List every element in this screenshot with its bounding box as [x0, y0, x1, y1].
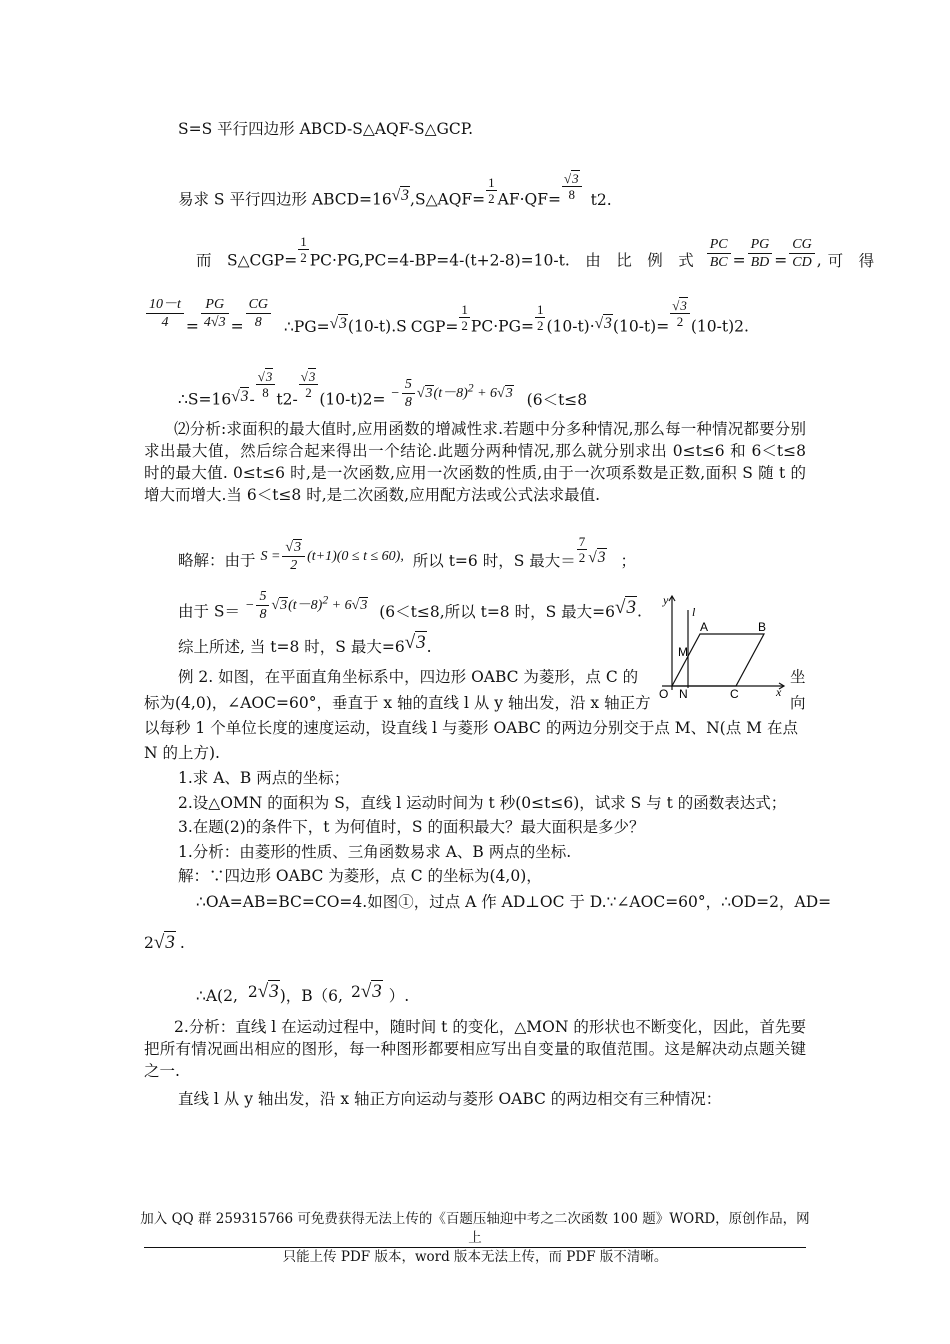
- text-line: 由于 S＝ − $\frac{5}{8}$ $√3(t-8)^2 + 6√3$ (6＜t≤8,所以 t=8 时，S 最大=6√3.: [178, 589, 642, 622]
- text-line: 以每秒 1 个单位长度的速度运动，设直线 l 与菱形 OABC 的两边分别交于点 M、N(点 M 在点: [144, 719, 798, 737]
- text-line: 坐: [790, 668, 806, 686]
- point-n-label: N: [679, 687, 688, 701]
- point-o-label: O: [659, 687, 669, 701]
- text-line: 易求 S 平行四边形 ABCD=16√3,S△AQF= $\frac{1}{2}$ AF·QF= $\frac{√3}{8}$ t2.: [178, 171, 612, 209]
- page-footer: [140, 1210, 810, 1267]
- footer-line: 加入 QQ 群 259315766 可免费获得无法上传的《百题压轴迎中考之二次函数 100 题》WORD，原创作品，网上: [140, 1211, 810, 1246]
- text-line: 综上所述, 当 t=8 时，S 最大=6√3.: [178, 632, 432, 656]
- text-line: $\frac{10-t}{4}$ = $\frac{PG}{4√3}$ = $\frac{CG}{8}$ ∴PG=√3(10-t).S CGP= $\frac{1}{2}$ PC·PG= $\frac{1}{2}$ (10-t)·√3(10-t)= $\frac{√3}{2}$ (10-t)2.: [144, 310, 749, 345]
- footer-line: 只能上传 PDF 版本，word 版本无法上传，而 PDF 版不清晰。: [282, 1249, 668, 1265]
- y-axis-label: y: [663, 593, 669, 607]
- text-line: 1.求 A、B 两点的坐标；: [178, 769, 350, 787]
- text-line: ∴A(2, 2√3)，B（6, 2√3 ）.: [196, 981, 410, 1005]
- analysis-paragraph: 2.分析：直线 l 在运动过程中，随时间 t 的变化，△MON 的形状也不断变化，因此，首先要把所有情况画出相应的图形，每一种图形都要相应写出自变量的取值范围。这是解决动点题关键之一.: [144, 1018, 806, 1080]
- text-line: 略解：由于 S = $\frac{√3}{2}$ (t+1)(0 ≤ t ≤ 60), 所以 t=6 时，S 最大＝ $\frac{7}{2}$ √3 ；: [178, 534, 637, 573]
- point-m-label: M: [678, 645, 688, 659]
- text-line: 例 2. 如图，在平面直角坐标系中，四边形 OABC 为菱形，点 C 的: [178, 668, 639, 686]
- text-line: 3.在题(2)的条件下，t 为何值时，S 的面积最大？最大面积是多少？: [178, 818, 645, 836]
- point-c-label: C: [730, 687, 739, 701]
- text-line: 向: [790, 694, 806, 712]
- point-a-label: A: [700, 620, 709, 634]
- text-line: 标为(4,0)，∠AOC=60°，垂直于 x 轴的直线 l 从 y 轴出发，沿 x 轴正方: [144, 694, 651, 712]
- text-line: 2.设△OMN 的面积为 S，直线 l 运动时间为 t 秒(0≤t≤6)，试求 S 与 t 的函数表达式；: [178, 794, 787, 812]
- text-line: ∴OA=AB=BC=CO=4.如图①，过点 A 作 AD⊥OC 于 D.∵∠AOC=60°，∴OD=2，AD=: [196, 893, 832, 911]
- text-line: 而 S△CGP= $\frac{1}{2}$ PC·PG,PC=4-BP=4-(t+2-8)=10-t. 由 比 例 式 $\frac{PC}{BC}$ = $\frac{PG}{BD}$ = $\frac{CG}{CD}$ , 可 得: [196, 234, 875, 270]
- rhombus-coordinate-figure: [648, 588, 806, 704]
- analysis-paragraph: ⑵分析:求面积的最大值时,应用函数的增减性求.若题中分多种情况,那么每一种情况都要分别求出最大值，然后综合起来得出一个结论.此题分两种情况,那么就分别求出 0≤t≤6 和 6＜t≤8 时的最大值. 0≤t≤6 时,是一次函数,应用一次函数的性质,由于一次项系数是正数,面积 S 随 t 的增大而增大.当 6＜t≤8 时,是二次函数,应用配方法或公式法求最值.: [144, 420, 806, 504]
- rhombus-oabc: [672, 634, 764, 686]
- line-l-label: l: [692, 605, 696, 619]
- text-line: 解：∵四边形 OABC 为菱形，点 C 的坐标为(4,0)，: [178, 867, 542, 885]
- text-line: 1.分析：由菱形的性质、三角函数易求 A、B 两点的坐标.: [178, 843, 572, 861]
- text-line: ∴S=16√3- $\frac{√3}{8}$ t2- $\frac{√3}{2}$ (10-t)2= − $\frac{5}{8}$ $√3(t-8)^2 + 6√3$ (6＜t≤8: [178, 369, 588, 410]
- text-line: 直线 l 从 y 轴出发，沿 x 轴正方向运动与菱形 OABC 的两边相交有三种情况：: [178, 1090, 722, 1108]
- text-line: S=S 平行四边形 ABCD-S△AQF-S△GCP.: [178, 120, 473, 138]
- point-b-label: B: [758, 620, 767, 634]
- x-axis-label: x: [776, 685, 782, 699]
- footer-rule: [144, 1247, 806, 1248]
- text-line: 2√3 .: [144, 932, 185, 953]
- text-line: N 的上方).: [144, 744, 220, 762]
